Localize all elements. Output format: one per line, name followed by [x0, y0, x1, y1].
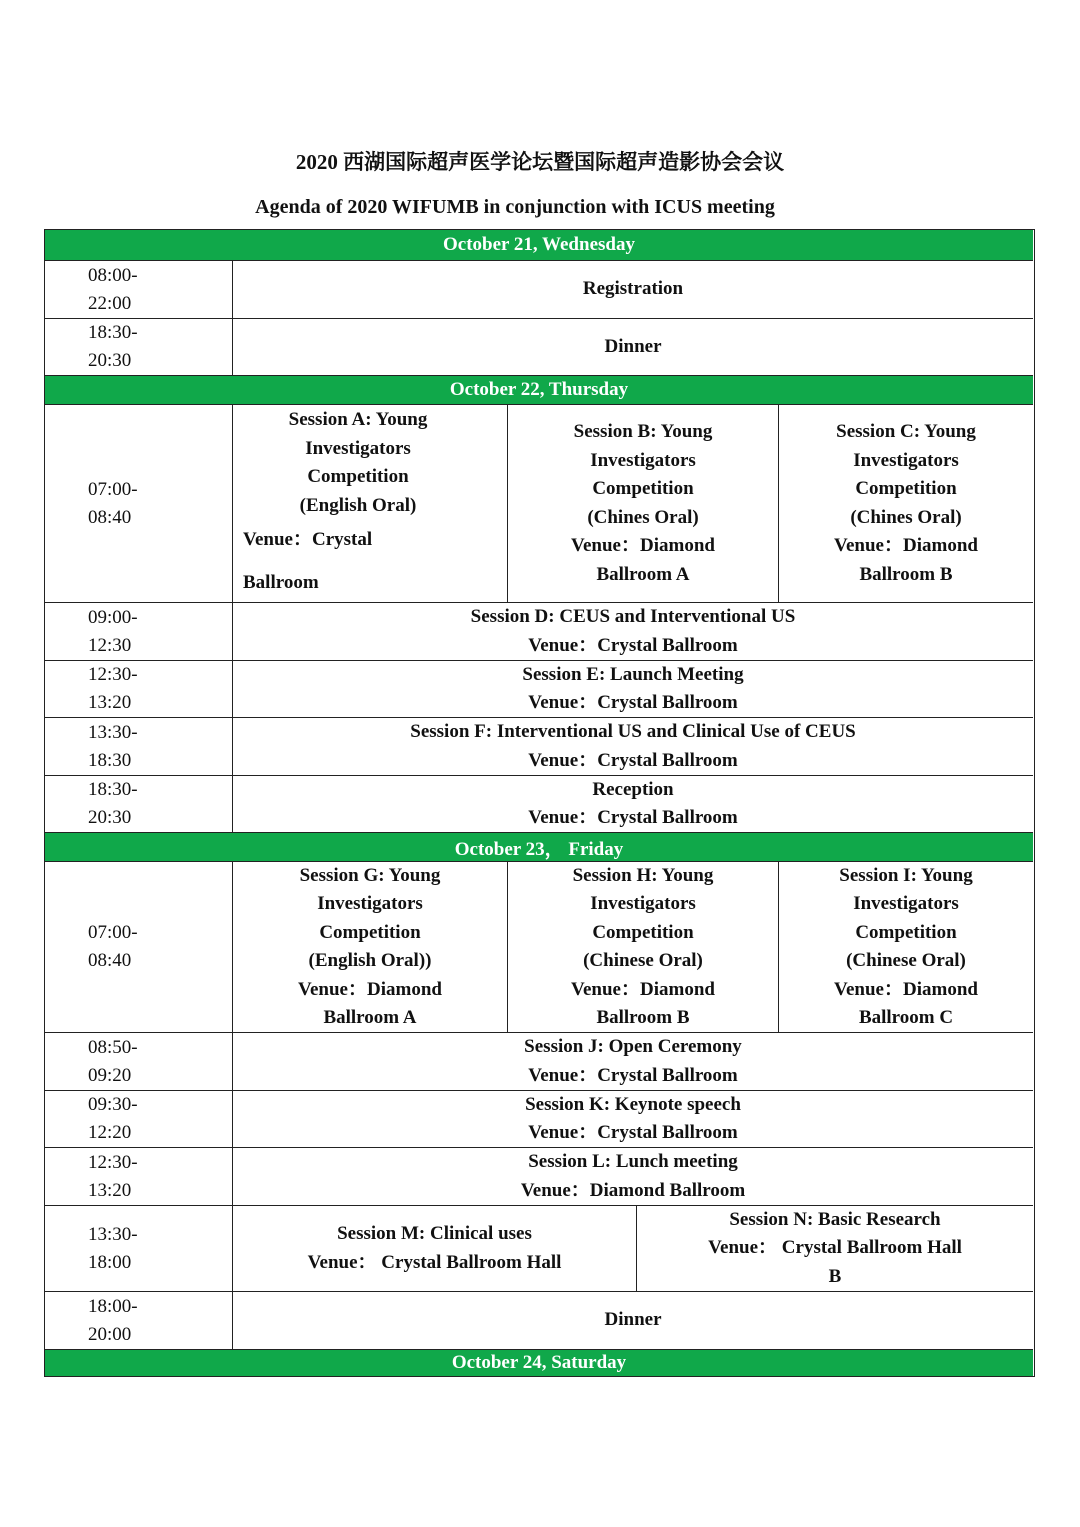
time-cell: [45, 1091, 233, 1147]
session-i-cell: [778, 862, 1033, 1032]
time-end: 08:40: [88, 506, 132, 528]
time-start: 18:30-: [88, 322, 138, 343]
session-c-line: Venue：Diamond: [834, 535, 978, 556]
session-b-line: Session B: Young: [573, 421, 713, 442]
time-start: 18:30-: [88, 779, 138, 800]
time-start: 08:00-: [88, 264, 138, 286]
session-a-line: Competition: [307, 466, 409, 487]
time-end: 08:40: [88, 950, 132, 971]
session-a-cell: [233, 405, 507, 602]
session-b-line: Ballroom A: [596, 563, 690, 585]
session-i-line: Session I: Young: [839, 864, 973, 886]
session-g-line: Session G: Young: [299, 864, 441, 886]
time-cell: [45, 319, 233, 375]
session-venue: Venue：Crystal Ballroom: [528, 1064, 738, 1086]
session-i-line: Ballroom C: [858, 1007, 954, 1028]
session-b-cell: [507, 405, 778, 602]
session-title: Session L: Lunch meeting: [528, 1151, 738, 1172]
session-n-line: B: [828, 1265, 842, 1287]
time-cell: [45, 776, 233, 832]
table-row: [45, 717, 1033, 775]
table-row: [45, 318, 1033, 375]
session-m-line: Session M: Clinical uses: [337, 1223, 532, 1244]
session-g-line: Venue：Diamond: [298, 978, 442, 1000]
session-m-line: Venue： Crystal Ballroom Hall: [307, 1251, 562, 1273]
session-title: Session K: Keynote speech: [525, 1093, 741, 1115]
session-i-line: Competition: [855, 921, 957, 943]
session-a-venue: Venue：Crystal: [243, 529, 373, 550]
session-h-line: Investigators: [590, 893, 696, 914]
table-row: [45, 1147, 1033, 1205]
session-g-line: Ballroom A: [323, 1007, 417, 1028]
session-g-line: (English Oral)): [308, 950, 432, 971]
time-end: 20:00: [88, 1323, 132, 1345]
session-venue: Venue：Crystal Ballroom: [528, 1122, 738, 1143]
session-i-line: Venue：Diamond: [834, 978, 978, 1000]
session-h-line: (Chinese Oral): [583, 950, 703, 971]
time-end: 09:20: [88, 1064, 132, 1086]
session-h-line: Competition: [592, 921, 694, 943]
session-h-line: Ballroom B: [596, 1007, 690, 1028]
day-header-oct-24: October 24, Saturday: [45, 1349, 1033, 1376]
session-h-cell: [507, 862, 778, 1032]
session-g-line: Investigators: [317, 893, 423, 914]
time-end: 18:30: [88, 749, 132, 771]
time-start: 13:30-: [88, 721, 138, 743]
day-header-oct-21: October 21, Wednesday: [45, 230, 1033, 260]
time-cell: [45, 261, 233, 318]
time-start: 09:30-: [88, 1094, 138, 1115]
session-g-line: Competition: [319, 921, 421, 943]
time-cell: [45, 603, 233, 660]
session-cell: [233, 1091, 1033, 1147]
session-cell: [233, 661, 1033, 717]
session-i-line: Investigators: [853, 893, 959, 914]
time-start: 07:00-: [88, 478, 138, 500]
session-b-line: Investigators: [590, 449, 696, 471]
time-cell: [45, 718, 233, 775]
session-n-cell: [636, 1206, 1033, 1291]
session-cell: [233, 603, 1033, 660]
session-c-cell: [778, 405, 1033, 602]
agenda-table: [44, 229, 1035, 1377]
day-header-oct-23: October 23， Friday: [45, 832, 1033, 861]
time-start: 08:50-: [88, 1036, 138, 1058]
table-row: [45, 660, 1033, 717]
session-a-line: Session A: Young: [288, 409, 428, 430]
table-row: [45, 861, 1033, 1032]
time-end: 13:20: [88, 692, 132, 713]
session-cell: [233, 261, 1033, 318]
session-title: Session F: Interventional US and Clinical Use of CEUS: [410, 721, 856, 742]
session-venue: Venue：Crystal Ballroom: [528, 749, 738, 771]
session-cell: [233, 718, 1033, 775]
time-end: 20:30: [88, 350, 132, 371]
time-end: 22:00: [88, 292, 132, 314]
time-cell: [45, 1148, 233, 1205]
session-a-line: Investigators: [305, 437, 411, 459]
session-n-line: Session N: Basic Research: [729, 1208, 941, 1230]
session-b-line: (Chines Oral): [587, 506, 699, 528]
session-cell: [233, 1292, 1033, 1349]
time-start: 18:00-: [88, 1295, 138, 1317]
time-end: 13:20: [88, 1179, 132, 1201]
session-title: Reception: [592, 778, 674, 800]
session-title: Dinner: [604, 335, 662, 357]
time-cell: [45, 862, 233, 1032]
time-start: 07:00-: [88, 922, 138, 943]
time-cell: [45, 405, 233, 602]
session-venue: Venue：Diamond Ballroom: [520, 1179, 746, 1201]
session-h-line: Venue：Diamond: [571, 978, 715, 1000]
session-n-line: Venue： Crystal Ballroom Hall: [708, 1237, 962, 1259]
session-venue: Venue：Crystal Ballroom: [528, 807, 738, 828]
session-c-line: Session C: Young: [836, 421, 976, 442]
session-venue: Venue：Crystal Ballroom: [528, 692, 738, 713]
time-start: 09:00-: [88, 606, 138, 628]
table-row: [45, 1032, 1033, 1090]
session-a-venue: Ballroom: [243, 571, 319, 593]
session-g-cell: [233, 862, 507, 1032]
session-title: Registration: [582, 278, 684, 300]
time-cell: [45, 1206, 233, 1291]
title-chinese: 2020 西湖国际超声医学论坛暨国际超声造影协会会议: [295, 150, 785, 174]
time-start: 12:30-: [88, 1151, 138, 1173]
time-cell: [45, 1033, 233, 1090]
session-title: Dinner: [604, 1309, 662, 1331]
title-english: Agenda of 2020 WIFUMB in conjunction with ICUS meeting: [255, 196, 775, 218]
time-start: 12:30-: [88, 664, 138, 685]
table-row: [45, 602, 1033, 660]
session-c-line: Ballroom B: [859, 563, 953, 585]
session-cell: [233, 1148, 1033, 1205]
session-b-line: Competition: [592, 478, 694, 499]
session-title: Session D: CEUS and Interventional US: [470, 606, 796, 627]
session-h-line: Session H: Young: [572, 864, 714, 886]
session-i-line: (Chinese Oral): [846, 950, 966, 971]
session-cell: [233, 1033, 1033, 1090]
session-c-line: Investigators: [853, 449, 959, 471]
time-start: 13:30-: [88, 1223, 138, 1245]
table-row: [45, 1205, 1033, 1291]
session-c-line: (Chines Oral): [850, 506, 962, 528]
time-cell: [45, 1292, 233, 1349]
session-b-line: Venue：Diamond: [571, 535, 715, 556]
session-cell: [233, 319, 1033, 375]
table-row: [45, 1291, 1033, 1349]
session-title: Session E: Launch Meeting: [522, 663, 744, 685]
table-row: [45, 775, 1033, 832]
time-end: 12:30: [88, 634, 132, 656]
time-end: 18:00: [88, 1251, 132, 1273]
time-cell: [45, 661, 233, 717]
session-m-cell: [233, 1206, 636, 1291]
session-title: Session J: Open Ceremony: [524, 1036, 742, 1057]
table-row: [45, 260, 1033, 318]
session-c-line: Competition: [855, 478, 957, 499]
day-header-oct-22: October 22, Thursday: [45, 375, 1033, 404]
session-a-line: (English Oral): [299, 494, 417, 516]
session-cell: [233, 776, 1033, 832]
table-row: [45, 404, 1033, 602]
session-venue: Venue：Crystal Ballroom: [528, 634, 738, 656]
time-end: 20:30: [88, 807, 132, 828]
table-row: [45, 1090, 1033, 1147]
time-end: 12:20: [88, 1122, 132, 1143]
